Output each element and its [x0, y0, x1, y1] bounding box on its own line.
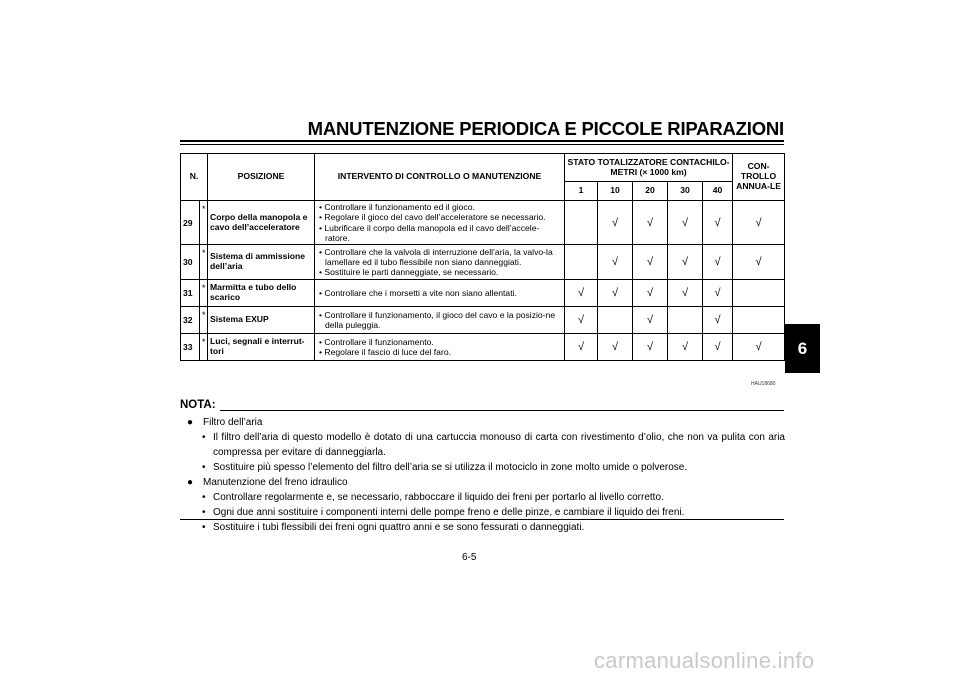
title-rule-thin: [180, 144, 784, 145]
bottom-rule: [180, 519, 784, 520]
row-number: 29: [181, 201, 200, 245]
check-cell: [565, 245, 598, 280]
bullet-icon: •: [202, 462, 206, 473]
list-item: [185, 460, 785, 475]
check-cell: √: [703, 280, 733, 307]
check-cell: √: [565, 307, 598, 334]
check-cell: √: [633, 280, 668, 307]
chapter-tab: 6: [785, 324, 820, 373]
table-row: [181, 307, 785, 334]
action-line: • Regolare il gioco del cavo dell’acceleratore se necessario.: [319, 212, 546, 223]
header-km-10: 10: [598, 182, 633, 201]
row-number: 33: [181, 334, 200, 361]
list-item: [185, 430, 785, 460]
table-row: [181, 334, 785, 361]
list-item: [185, 490, 785, 505]
watermark: carmanualsonline.info: [594, 648, 815, 673]
check-cell: √: [633, 307, 668, 334]
nota-sub-text: Sostituire i tubi flessibili dei freni ogni quattro anni e se sono fessurati o danneggiati.: [213, 522, 585, 533]
row-star: *: [200, 334, 208, 361]
row-actions: [315, 307, 565, 334]
nota-body: [185, 415, 785, 535]
check-cell: √: [703, 245, 733, 280]
bullet-icon: •: [202, 522, 206, 533]
page-number: 6-5: [462, 552, 477, 563]
check-cell: [733, 280, 785, 307]
check-cell: √: [668, 334, 703, 361]
nota-sub-text: Ogni due anni sostituire i componenti interni delle pompe freno e delle pinze, e cambiare il liquido dei freni.: [213, 507, 685, 518]
nota-sub-text: Sostituire più spesso l’elemento del filtro dell’aria se si utilizza il motociclo in zone molto umide o polverose.: [213, 462, 688, 473]
bullet-icon: •: [202, 432, 206, 443]
nota-item-title: Manutenzione del freno idraulico: [203, 477, 348, 488]
check-cell: √: [565, 334, 598, 361]
nota-label: NOTA:: [180, 399, 216, 411]
check-cell: √: [668, 201, 703, 245]
header-position: POSIZIONE: [208, 154, 315, 201]
header-action: INTERVENTO DI CONTROLLO O MANUTENZIONE: [315, 154, 565, 201]
check-cell: √: [668, 245, 703, 280]
action-line: • Controllare il funzionamento ed il gioco.: [319, 202, 475, 212]
header-annual: CON-TROLLO ANNUA-LE: [733, 154, 785, 201]
check-cell: √: [598, 334, 633, 361]
table-row: [181, 280, 785, 307]
check-cell: [668, 307, 703, 334]
check-cell: √: [733, 334, 785, 361]
action-line: • Regolare il fascio di luce del faro.: [319, 347, 451, 358]
header-km-1: 1: [565, 182, 598, 201]
check-cell: [565, 201, 598, 245]
row-actions: [315, 201, 565, 245]
check-cell: √: [668, 280, 703, 307]
check-cell: √: [598, 245, 633, 280]
row-actions: [315, 245, 565, 280]
row-star: *: [200, 280, 208, 307]
row-position: Corpo della manopola e cavo dell’acceleratore: [208, 201, 315, 245]
check-cell: √: [565, 280, 598, 307]
list-item: [185, 415, 785, 430]
nota-rule: [220, 410, 784, 411]
check-cell: √: [633, 245, 668, 280]
action-line: • Controllare che la valvola di interruzione dell’aria, la valvo-la lamellare ed il tubo flessibile non siano danneggiati.: [319, 246, 553, 268]
row-number: 32: [181, 307, 200, 334]
bullet-icon: •: [202, 507, 206, 518]
check-cell: [733, 307, 785, 334]
check-cell: √: [598, 201, 633, 245]
check-cell: √: [733, 245, 785, 280]
row-star: *: [200, 245, 208, 280]
row-number: 30: [181, 245, 200, 280]
row-position: Sistema di ammissione dell’aria: [208, 245, 315, 280]
check-cell: √: [703, 201, 733, 245]
row-position: Marmitta e tubo dello scarico: [208, 280, 315, 307]
header-km-20: 20: [633, 182, 668, 201]
maintenance-table: [180, 153, 785, 361]
row-star: *: [200, 307, 208, 334]
action-line: • Lubrificare il corpo della manopola ed il cavo dell’accele-ratore.: [319, 222, 540, 243]
action-line: • Controllare che i morsetti a vite non siano allentati.: [319, 288, 517, 299]
action-line: • Controllare il funzionamento, il gioco del cavo e la posizio-ne della puleggia.: [319, 309, 556, 331]
header-n: N.: [181, 154, 208, 201]
row-position: Luci, segnali e interrut-tori: [208, 334, 315, 361]
header-km-30: 30: [668, 182, 703, 201]
row-number: 31: [181, 280, 200, 307]
list-item: [185, 505, 785, 520]
check-cell: √: [703, 334, 733, 361]
check-cell: √: [633, 201, 668, 245]
title-rule-thick: [180, 140, 784, 142]
header-km-40: 40: [703, 182, 733, 201]
row-actions: [315, 334, 565, 361]
table-row: [181, 201, 785, 245]
check-cell: √: [598, 280, 633, 307]
header-odometer: STATO TOTALIZZATORE CONTACHILO-METRI (× 1000 km): [565, 154, 733, 182]
page-title: MANUTENZIONE PERIODICA E PICCOLE RIPARAZIONI: [307, 118, 784, 139]
nota-item-title: Filtro dell’aria: [203, 417, 263, 428]
bullet-icon: ●: [187, 417, 194, 428]
list-item: [185, 520, 785, 535]
check-cell: √: [733, 201, 785, 245]
action-line: • Sostituire le parti danneggiate, se necessario.: [319, 267, 499, 278]
row-star: *: [200, 201, 208, 245]
action-line: • Controllare il funzionamento.: [319, 336, 434, 347]
row-position: Sistema EXUP: [208, 307, 315, 334]
nota-sub-text: Il filtro dell’aria di questo modello è dotato di una cartuccia monouso di carta con rivestimento d’olio, che non va pulita con aria compressa per evitare di danneggiarla.: [213, 432, 785, 458]
reference-code: HAU18680: [751, 381, 776, 387]
nota-sub-text: Controllare regolarmente e, se necessario, rabboccare il liquido dei freni per portarlo al livello corretto.: [213, 492, 664, 503]
check-cell: √: [703, 307, 733, 334]
list-item: [185, 475, 785, 490]
check-cell: √: [633, 334, 668, 361]
check-cell: [598, 307, 633, 334]
row-actions: [315, 280, 565, 307]
bullet-icon: ●: [187, 477, 194, 488]
bullet-icon: •: [202, 492, 206, 503]
table-row: [181, 245, 785, 280]
